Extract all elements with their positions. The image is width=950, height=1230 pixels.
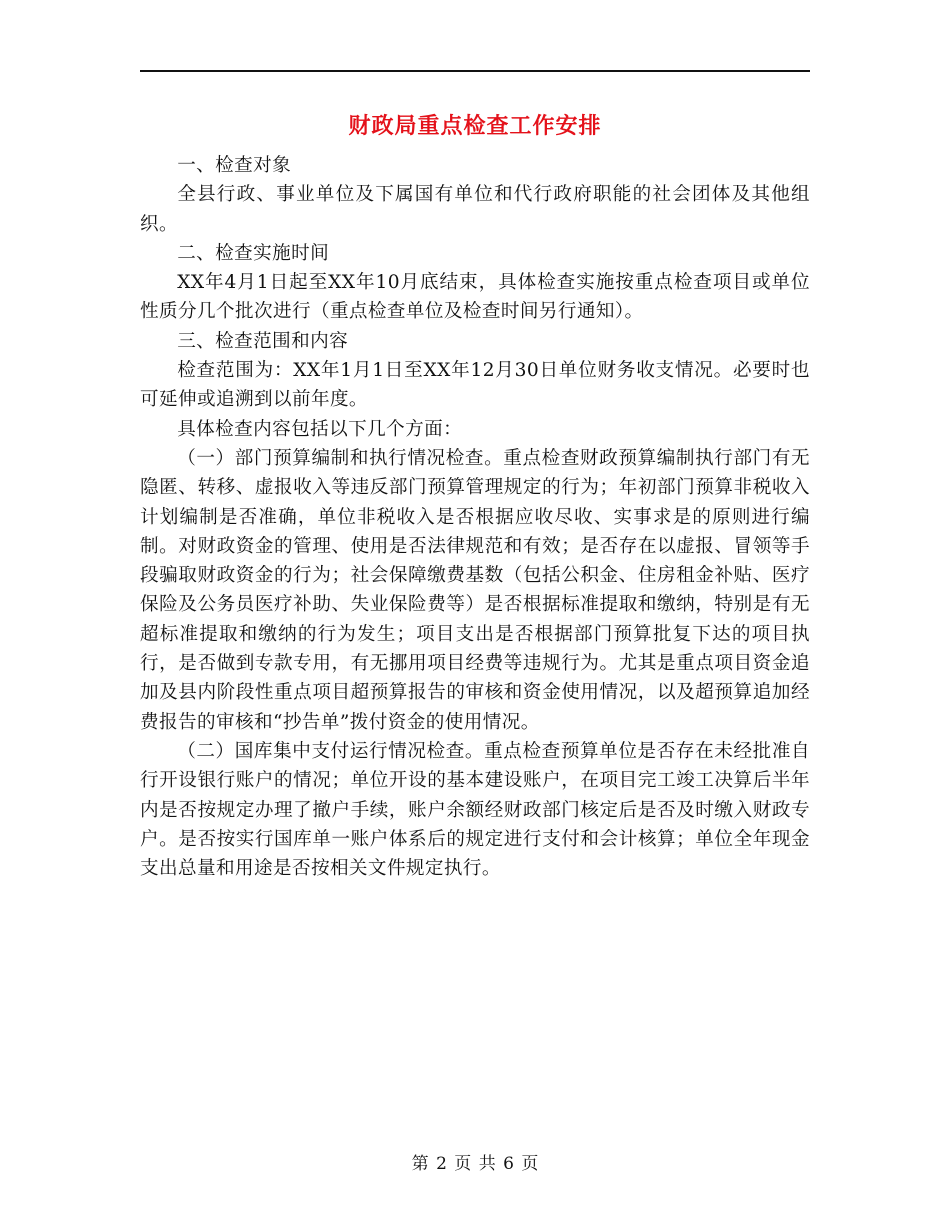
paragraph-inspection-scope: 检查范围为：XX年1月1日至XX年12月30日单位财务收支情况。必要时也可延伸或追溯到以前年度。 bbox=[140, 360, 810, 411]
page-number: 第 2 页 共 6 页 bbox=[411, 1154, 539, 1174]
paragraph-treasury-inspection: （二）国库集中支付运行情况检查。重点检查预算单位是否存在未经批准自行开设银行账户的情况；单位开设的基本建设账户，在项目完工竣工决算后半年内是否按规定办理了撤户手续，账户余额经财政部门核定后是否及时缴入财政专户。是否按实行国库单一账户体系后的规定进行支付和会计核算；单位全年现金支出总量和用途是否按相关文件规定执行。 bbox=[140, 740, 810, 880]
paragraph-inspection-target: 全县行政、事业单位及下属国有单位和代行政府职能的社会团体及其他组织。 bbox=[140, 184, 810, 235]
header-rule bbox=[140, 70, 810, 72]
paragraph-budget-inspection: （一）部门预算编制和执行情况检查。重点检查财政预算编制执行部门有无隐匿、转移、虚报收入等违反部门预算管理规定的行为；年初部门预算非税收入计划编制是否准确，单位非税收入是否根据应收尽收、实事求是的原则进行编制。对财政资金的管理、使用是否法律规范和有效；是否存在以虚报、冒领等手段骗取财政资金的行为；社会保障缴费基数（包括公积金、住房租金补贴、医疗保险及公务员医疗补助、失业保险费等）是否根据标准提取和缴纳，特别是有无超标准提取和缴纳的行为发生；项目支出是否根据部门预算批复下达的项目执行，是否做到专款专用，有无挪用项目经费等违规行为。尤其是重点项目资金追加及县内阶段性重点项目超预算报告的审核和资金使用情况，以及超预算追加经费报告的审核和“抄告单”拨付资金的使用情况。 bbox=[140, 447, 810, 733]
section-heading-inspection-time: 二、检查实施时间 bbox=[177, 242, 330, 264]
section-heading-inspection-target: 一、检查对象 bbox=[177, 155, 292, 176]
section-heading-inspection-scope: 三、检查范围和内容 bbox=[177, 330, 349, 352]
document-body bbox=[140, 151, 810, 883]
paragraph-content-intro: 具体检查内容包括以下几个方面： bbox=[177, 418, 463, 440]
document-title: 财政局重点检查工作安排 bbox=[348, 113, 602, 139]
paragraph-inspection-time: XX年4月1日起至XX年10月底结束，具体检查实施按重点检查项目或单位性质分几个批次进行（重点检查单位及检查时间另行通知）。 bbox=[140, 272, 810, 323]
